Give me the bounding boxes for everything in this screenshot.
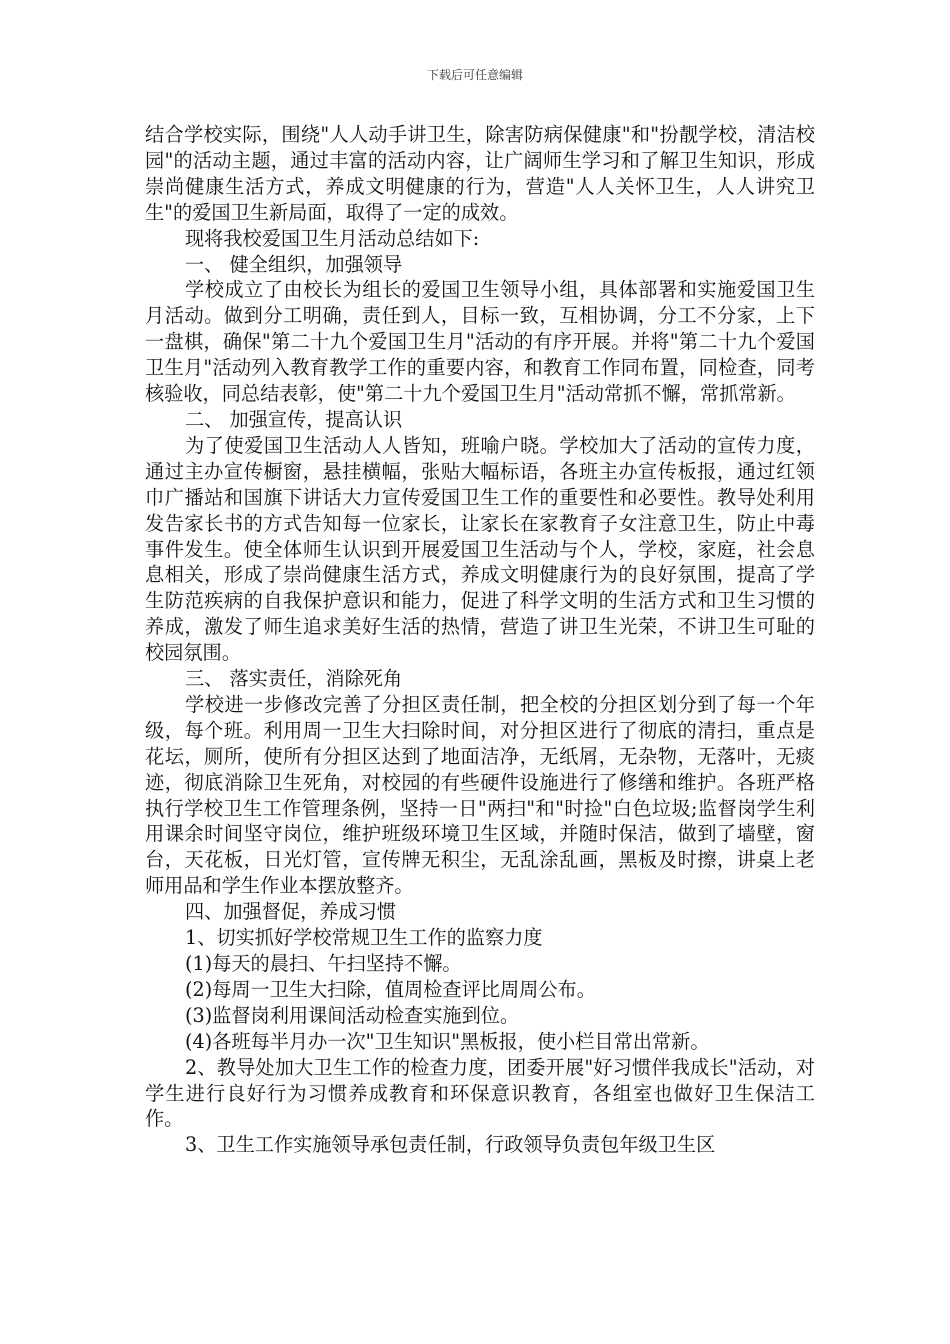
paragraph-section-2: 为了使爱国卫生活动人人皆知，班喻户晓。学校加大了活动的宣传力度，通过主办宣传橱窗，悬挂横幅，张贴大幅标语，各班主办宣传板报，通过红领巾广播站和国旗下讲话大力宣传爱国卫生工作的重要性和必要性。教导处利用发告家长书的方式告知每一位家长，让家长在家教育子女注意卫生，防止中毒事件发生。使全体师生认识到开展爱国卫生活动与个人，学校，家庭，社会息息相关，形成了崇尚健康生活方式，养成文明健康行为的良好氛围，提高了学生防范疾病的自我保护意识和能力，促进了科学文明的生活方式和卫生习惯的养成，激发了师生追求美好生活的热情，营造了讲卫生光荣，不讲卫生可耻的校园氛围。 [145, 433, 815, 665]
paragraph-summary-lead: 现将我校爱国卫生月活动总结如下: [185, 226, 480, 250]
paragraph-intro: 结合学校实际，围绕"人人动手讲卫生，除害防病保健康"和"扮靓学校，清洁校园"的活动主题，通过丰富的活动内容，让广阔师生学习和了解卫生知识，形成崇尚健康生活方式，养成文明健康的行为，营造"人人关怀卫生，人人讲究卫生"的爱国卫生新局面，取得了一定的成效。 [145, 123, 815, 224]
list-subitem-4: (4)各班每半月办一次"卫生知识"黑板报，使小栏目常出常新。 [185, 1029, 710, 1053]
section-heading-3: 三、 落实责任，消除死角 [185, 667, 403, 691]
list-item-2: 2、教导处加大卫生工作的检查力度，团委开展"好习惯伴我成长"活动，对学生进行良好行为习惯养成教育和环保意识教育，各组室也做好卫生保洁工作。 [145, 1055, 815, 1131]
section-heading-1: 一、 健全组织，加强领导 [185, 252, 403, 276]
section-heading-4: 四、加强督促，养成习惯 [185, 900, 397, 924]
list-item-3: 3、卫生工作实施领导承包责任制，行政领导负责包年级卫生区 [185, 1133, 716, 1157]
list-subitem-2: (2)每周一卫生大扫除，值周检查评比周周公布。 [185, 977, 596, 1001]
list-subitem-1: (1)每天的晨扫、午扫坚持不懈。 [185, 952, 462, 975]
list-item-1: 1、切实抓好学校常规卫生工作的监察力度 [185, 926, 543, 950]
paragraph-section-1: 学校成立了由校长为组长的爱国卫生领导小组，具体部署和实施爱国卫生月活动。做到分工明确，责任到人，目标一致，互相协调，分工不分家，上下一盘棋，确保"第二十九个爱国卫生月"活动的有序开展。并将"第二十九个爱国卫生月"活动列入教育教学工作的重要内容，和教育工作同布置，同检查，同考核验收，同总结表彰，使"第二十九个爱国卫生月"活动常抓不懈，常抓常新。 [145, 278, 815, 406]
section-heading-2: 二、 加强宣传，提高认识 [185, 407, 403, 431]
document-body [145, 122, 815, 1158]
page-header: 下载后可任意编辑 [426, 68, 523, 82]
list-subitem-3: (3)监督岗利用课间活动检查实施到位。 [185, 1003, 520, 1027]
paragraph-section-3: 学校进一步修改完善了分担区责任制，把全校的分担区划分到了每一个年级，每个班。利用周一卫生大扫除时间，对分担区进行了彻底的清扫，重点是花坛，厕所，使所有分担区达到了地面洁净，无纸屑，无杂物，无落叶，无痰迹，彻底消除卫生死角，对校园的有些硬件设施进行了修缮和维护。各班严格执行学校卫生工作管理条例，坚持一日"两扫"和"时捡"白色垃圾;监督岗学生利用课余时间坚守岗位，维护班级环境卫生区域，并随时保洁，做到了墙壁，窗台，天花板，日光灯管，宣传牌无积尘，无乱涂乱画，黑板及时擦，讲桌上老师用品和学生作业本摆放整齐。 [145, 692, 815, 898]
